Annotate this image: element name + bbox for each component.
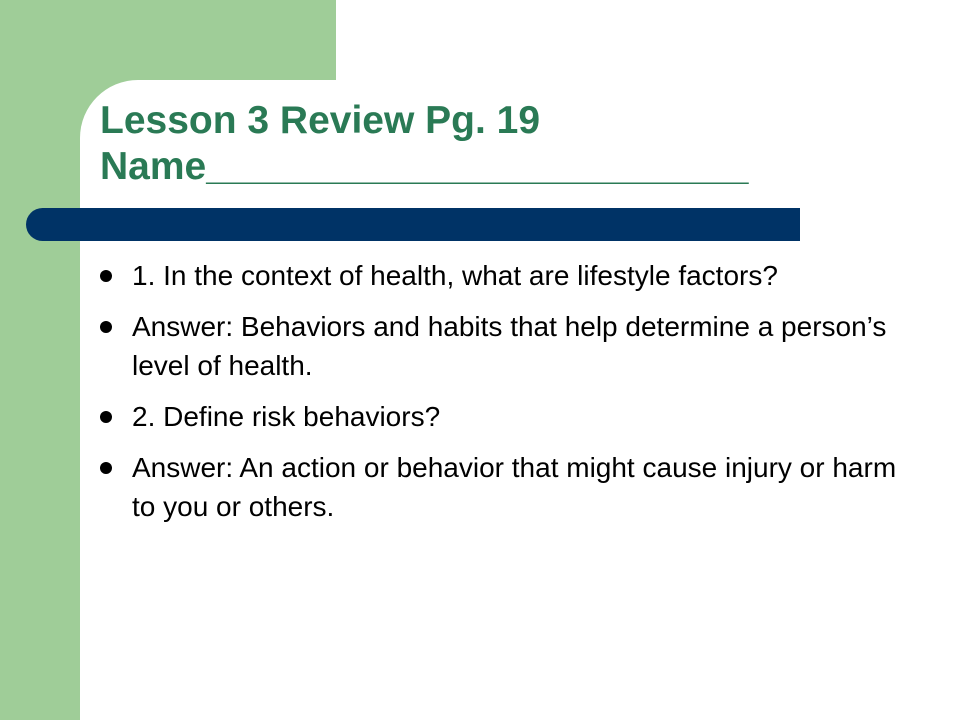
bullet-item-answer-2 — [100, 448, 900, 526]
title-line-name: Name_________________________ — [100, 145, 749, 188]
title-line-lesson: Lesson 3 Review Pg. 19 — [100, 99, 541, 142]
slide-title — [100, 98, 920, 190]
bullet-text: Answer: An action or behavior that might cause injury or harm to you or others. — [132, 452, 897, 522]
bullet-item-answer-1 — [100, 307, 900, 385]
bullet-dot-icon — [100, 321, 112, 333]
title-divider-bar — [26, 208, 800, 241]
bullet-text: 1. In the context of health, what are lifestyle factors? — [132, 260, 778, 291]
bullet-item-question-2 — [100, 397, 900, 436]
bullet-text: 2. Define risk behaviors? — [132, 401, 441, 432]
bullet-list — [100, 256, 900, 538]
bullet-item-question-1 — [100, 256, 900, 295]
bullet-dot-icon — [100, 270, 112, 282]
bullet-dot-icon — [100, 411, 112, 423]
bullet-text: Answer: Behaviors and habits that help determine a person’s level of health. — [132, 311, 887, 381]
bullet-dot-icon — [100, 462, 112, 474]
